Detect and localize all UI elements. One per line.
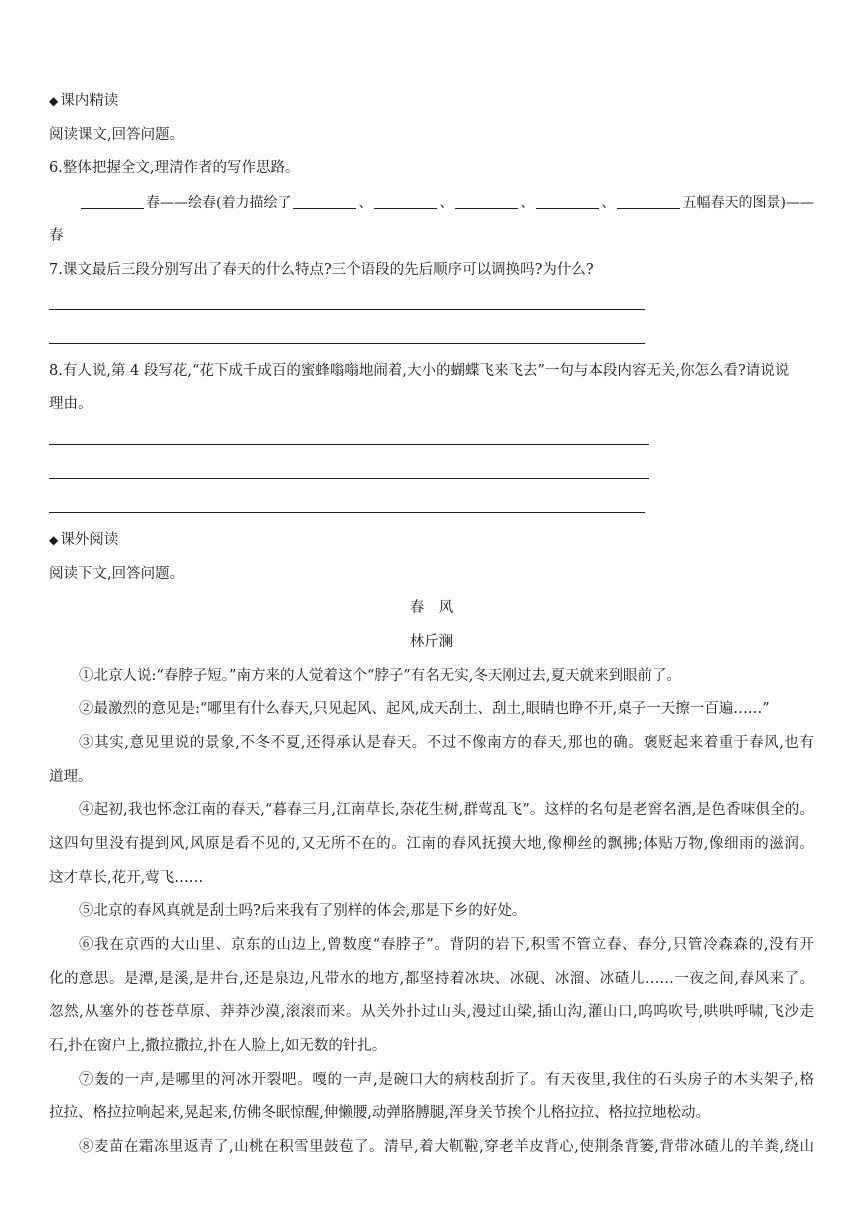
- diamond-bullet-icon: ◆: [49, 94, 59, 108]
- answer-blank[interactable]: [455, 194, 518, 209]
- article-line: 石,扑在窗户上,撒拉撒拉,扑在人脸上,如无数的针扎。: [49, 1038, 387, 1054]
- instruction-text: 阅读下文,回答问题。: [49, 566, 185, 582]
- article-line: ②最激烈的意见是:“哪里有什么春天,只见起风、起风,成天刮土、刮土,眼睛也睁不开,桌子一天擦一百遍……”: [79, 701, 770, 717]
- answer-line[interactable]: [49, 478, 649, 479]
- answer-blank[interactable]: [81, 194, 144, 209]
- article-line: 这四句里没有提到风,风原是看不见的,又无所不在的。江南的春风抚摸大地,像柳丝的飘拂;体贴万物,像细雨的滋润。: [49, 836, 814, 852]
- section-heading-in-class: [49, 91, 118, 111]
- article-line: ⑧麦苗在霜冻里返青了,山桃在积雪里鼓苞了。清早,着大靰鞡,穿老羊皮背心,使荆条背篓,背带冰碴儿的羊粪,绕山: [79, 1139, 814, 1155]
- question-6-tail: 春: [49, 228, 64, 244]
- article-line: ⑥我在京西的大山里、京东的山边上,曾数度“春脖子”。背阴的岩下,积雪不管立春、春分,只管冷森森的,没有开: [79, 937, 814, 953]
- separator: 、: [520, 195, 535, 211]
- article-line: 道理。: [49, 769, 93, 785]
- article-line: ⑤北京的春风真就是刮土吗?后来我有了别样的体会,那是下乡的好处。: [79, 903, 527, 919]
- separator: 、: [601, 195, 616, 211]
- article-title: 春 风: [409, 600, 454, 616]
- question-7-prompt: 7.课文最后三段分别写出了春天的什么特点?三个语段的先后顺序可以调换吗?为什么?: [49, 262, 594, 278]
- article-line: 拉拉、格拉拉响起来,晃起来,仿佛冬眠惊醒,伸懒腰,动弹胳膊腿,浑身关节挨个儿格拉拉、格拉拉地松动。: [49, 1105, 711, 1121]
- q6-segment-a: 春——绘春(着力描绘了: [146, 195, 292, 211]
- article-line: ⑦轰的一声,是哪里的河冰开裂吧。嘎的一声,是碗口大的病枝刮折了。有天夜里,我住的石头房子的木头架子,格: [79, 1072, 814, 1088]
- question-6-prompt: 6.整体把握全文,理清作者的写作思路。: [49, 160, 300, 176]
- answer-line[interactable]: [49, 343, 645, 344]
- answer-blank[interactable]: [617, 194, 680, 209]
- article-line: 化的意思。是潭,是溪,是井台,还是泉边,凡带水的地方,都坚持着冰块、冰砚、冰溜、冰碴儿……一夜之间,春风来了。: [49, 971, 814, 987]
- article-line: 这才草长,花开,莺飞……: [49, 870, 204, 886]
- article-line: ④起初,我也怀念江南的春天,“暮春三月,江南草长,杂花生树,群莺乱飞”。这样的名句是老窖名酒,是色香味俱全的。: [79, 802, 814, 818]
- section-title: 课外阅读: [60, 532, 119, 548]
- q6-segment-b: 五幅春天的图景)——: [682, 195, 814, 211]
- question-6-fill-line: [79, 193, 814, 213]
- answer-blank[interactable]: [536, 194, 599, 209]
- section-title: 课内精读: [60, 93, 119, 109]
- instruction-text: 阅读课文,回答问题。: [49, 127, 185, 143]
- article-line: ①北京人说:“春脖子短。”南方来的人觉着这个“脖子”有名无实,冬天刚过去,夏天就来到眼前了。: [79, 668, 682, 684]
- answer-line[interactable]: [49, 444, 649, 445]
- separator: 、: [358, 195, 373, 211]
- question-8-prompt-line-2: 理由。: [49, 396, 93, 412]
- article-line: 忽然,从塞外的苍苍草原、莽莽沙漠,滚滚而来。从关外扑过山头,漫过山梁,插山沟,灌山口,呜呜吹号,哄哄呼啸,飞沙走: [49, 1004, 814, 1020]
- separator: 、: [439, 195, 454, 211]
- article-author: 林斤澜: [409, 634, 454, 650]
- section-heading-extracurricular: [49, 530, 118, 550]
- answer-line[interactable]: [49, 309, 645, 310]
- answer-line[interactable]: [49, 512, 645, 513]
- article-line: ③其实,意见里说的景象,不冬不夏,还得承认是春天。不过不像南方的春天,那也的确。褒贬起来着重于春风,也有: [79, 735, 814, 751]
- question-8-prompt-line-1: 8.有人说,第 4 段写花,“花下成千成百的蜜蜂嗡嗡地闹着,大小的蝴蝶飞来飞去”一句与本段内容无关,你怎么看?请说说: [49, 363, 790, 379]
- diamond-bullet-icon: ◆: [49, 533, 59, 547]
- answer-blank[interactable]: [374, 194, 437, 209]
- answer-blank[interactable]: [293, 194, 356, 209]
